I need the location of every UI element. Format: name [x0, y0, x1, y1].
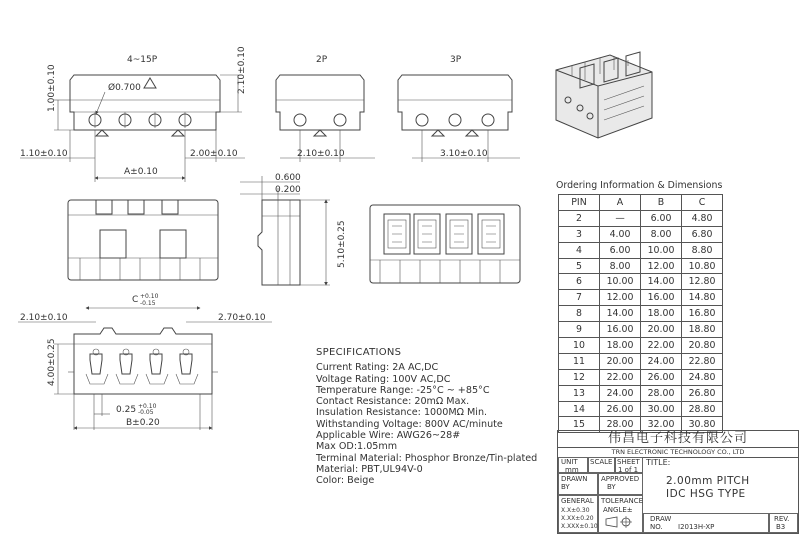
- spec-line: Material: PBT,UL94V-0: [316, 463, 423, 475]
- approved-by-label-2: BY: [607, 483, 616, 491]
- angle-label: ANGLE±: [603, 506, 633, 514]
- table-row: [559, 369, 723, 385]
- table-row: [559, 353, 723, 369]
- front-view-3p: [398, 55, 520, 162]
- contact-holes: [89, 112, 191, 128]
- table-cell: 10.00: [600, 274, 641, 290]
- isometric-view: [556, 52, 652, 138]
- dim-5-10: 5.10±0.25: [337, 220, 347, 268]
- title-line-1: 2.00mm PITCH: [666, 475, 750, 487]
- table-cell: 10: [559, 338, 600, 354]
- table-cell: 6.80: [682, 226, 723, 242]
- table-row: [559, 401, 723, 417]
- table-cell: 6.00: [641, 210, 682, 226]
- table-cell: 26.00: [641, 369, 682, 385]
- table-cell: 13: [559, 385, 600, 401]
- front-view-4-15p: [20, 46, 247, 182]
- table-cell: 18.80: [682, 322, 723, 338]
- table-cell: 16.00: [600, 322, 641, 338]
- ordering-title: Ordering Information & Dimensions: [556, 180, 723, 191]
- dim-1-10: 1.10±0.10: [20, 149, 68, 159]
- company-name-cn: 伟昌电子科技有限公司: [558, 431, 798, 448]
- dim-3p-width: 3.10±0.10: [440, 149, 488, 159]
- table-cell: 20.00: [600, 353, 641, 369]
- table-cell: 8.00: [600, 258, 641, 274]
- draw-number: I2013H-XP: [678, 523, 715, 531]
- table-cell: 26.00: [600, 401, 641, 417]
- specifications: [316, 347, 537, 487]
- table-cell: 12.00: [641, 258, 682, 274]
- header-a: A: [600, 195, 641, 211]
- table-row: [559, 306, 723, 322]
- table-cell: —: [600, 210, 641, 226]
- unit-value: mm: [565, 466, 579, 474]
- table-cell: 12.80: [682, 274, 723, 290]
- drawn-by-label: DRAWN BY: [561, 475, 588, 491]
- spec-line: Temperature Range: -25°C ~ +85°C: [316, 384, 490, 396]
- table-cell: 5: [559, 258, 600, 274]
- tolerance-label: TOLERANCE: [601, 497, 644, 505]
- terminal-profiles: [86, 349, 198, 384]
- table-cell: 8.80: [682, 242, 723, 258]
- front-view-2p: [276, 55, 375, 162]
- label-4-15p: 4~15P: [127, 55, 158, 65]
- dim-0-200: 0.200: [275, 185, 301, 195]
- table-header-row: [559, 195, 723, 211]
- unit-label: UNIT: [561, 458, 578, 466]
- table-cell: 2: [559, 210, 600, 226]
- table-cell: 4.80: [682, 210, 723, 226]
- table-cell: 12: [559, 369, 600, 385]
- dim-0-25-tol-down: -0.05: [138, 409, 154, 416]
- dim-2p-width: 2.10±0.10: [297, 149, 345, 159]
- dim-0-25-tol-up: +0.10: [138, 403, 157, 410]
- table-cell: 18.00: [641, 306, 682, 322]
- table-cell: 30.80: [682, 417, 723, 433]
- projection-symbol-icon: [605, 516, 633, 528]
- dim-2-10-vertical: 2.10±0.10: [237, 46, 247, 94]
- table-cell: 14: [559, 401, 600, 417]
- table-cell: 28.00: [600, 417, 641, 433]
- spec-line: Insulation Resistance: 1000MΩ Min.: [316, 407, 488, 419]
- general-label: GENERAL: [561, 497, 594, 505]
- specifications-heading: SPECIFICATIONS: [316, 347, 402, 358]
- ordering-table: [558, 194, 723, 433]
- contact-view: [370, 205, 520, 283]
- drawing-title: [666, 475, 750, 501]
- dim-0-25: 0.25: [116, 405, 137, 415]
- header-c: C: [682, 195, 723, 211]
- table-cell: 8: [559, 306, 600, 322]
- dim-b: B±0.20: [126, 418, 160, 428]
- spec-line: Current Rating: 2A AC,DC: [316, 362, 439, 374]
- spec-line: Withstanding Voltage: 800V AC/minute: [316, 418, 503, 430]
- spec-line: Applicable Wire: AWG26~28#: [316, 430, 461, 442]
- header-pin: PIN: [559, 195, 600, 211]
- table-cell: 20.00: [641, 322, 682, 338]
- table-row: [559, 258, 723, 274]
- table-row: [559, 322, 723, 338]
- table-cell: 14.80: [682, 290, 723, 306]
- dim-1-00: 1.00±0.10: [47, 64, 57, 112]
- table-cell: 15: [559, 417, 600, 433]
- label-2p: 2P: [316, 55, 328, 65]
- label-3p: 3P: [450, 55, 462, 65]
- dim-2-70: 2.70±0.10: [218, 313, 266, 323]
- table-cell: 32.00: [641, 417, 682, 433]
- dim-c-tol-up: +0.10: [140, 293, 159, 300]
- table-row: [559, 338, 723, 354]
- table-cell: 22.80: [682, 353, 723, 369]
- tolerance-1: X.X±0.30: [561, 507, 590, 514]
- sheet-label: SHEET: [617, 458, 640, 466]
- dim-a: A±0.10: [124, 167, 158, 177]
- spec-line: Contact Resistance: 20mΩ Max.: [316, 396, 470, 408]
- dim-2-10-bottom: 2.10±0.10: [20, 313, 68, 323]
- tolerance-2: X.XX±0.20: [561, 515, 594, 522]
- table-row: [559, 274, 723, 290]
- table-cell: 24.00: [641, 353, 682, 369]
- title-line-2: IDC HSG TYPE: [666, 488, 746, 500]
- table-cell: 10.00: [641, 242, 682, 258]
- table-cell: 6: [559, 274, 600, 290]
- table-row: [559, 385, 723, 401]
- table-cell: 28.00: [641, 385, 682, 401]
- table-cell: 22.00: [641, 338, 682, 354]
- table-row: [559, 242, 723, 258]
- dim-0-600: 0.600: [275, 173, 301, 183]
- table-cell: 20.80: [682, 338, 723, 354]
- spec-line: Voltage Rating: 100V AC,DC: [316, 373, 451, 385]
- bottom-view: [18, 293, 272, 430]
- spec-line: Color: Beige: [316, 475, 375, 487]
- rev-value: B3: [776, 523, 786, 531]
- hole-dim: Ø0.700: [108, 83, 141, 93]
- dim-c: C: [132, 295, 139, 305]
- table-cell: 8.00: [641, 226, 682, 242]
- tolerance-3: X.XXX±0.10: [561, 523, 598, 530]
- side-view: [240, 173, 347, 285]
- table-cell: 30.00: [641, 401, 682, 417]
- table-cell: 12.00: [600, 290, 641, 306]
- table-cell: 11: [559, 353, 600, 369]
- table-cell: 28.80: [682, 401, 723, 417]
- dim-2-00: 2.00±0.10: [190, 149, 238, 159]
- table-row: [559, 290, 723, 306]
- table-cell: 16.00: [641, 290, 682, 306]
- table-cell: 4.00: [600, 226, 641, 242]
- company-name-en: TRN ELECTRONIC TECHNOLOGY CO., LTD: [558, 448, 798, 458]
- dim-4-00: 4.00±0.25: [47, 338, 57, 386]
- title-block: [557, 430, 799, 534]
- rev-label: REV.: [774, 515, 790, 523]
- table-cell: 4: [559, 242, 600, 258]
- approved-by-label-1: APPROVED: [601, 475, 640, 483]
- scale-label: SCALE: [590, 458, 613, 466]
- title-label: TITLE:: [646, 458, 671, 467]
- table-row: [559, 210, 723, 226]
- dim-c-tol-down: -0.15: [140, 300, 156, 307]
- table-cell: 24.80: [682, 369, 723, 385]
- table-row: [559, 226, 723, 242]
- warning-triangle-icon: [144, 78, 156, 88]
- table-cell: 14.00: [641, 274, 682, 290]
- draw-no-label: DRAW: [650, 515, 672, 523]
- top-view: [68, 200, 218, 280]
- table-cell: 24.00: [600, 385, 641, 401]
- table-cell: 14.00: [600, 306, 641, 322]
- table-cell: 26.80: [682, 385, 723, 401]
- table-cell: 6.00: [600, 242, 641, 258]
- spec-line: Terminal Material: Phosphor Bronze/Tin-plated: [316, 452, 538, 464]
- table-cell: 16.80: [682, 306, 723, 322]
- table-cell: 22.00: [600, 369, 641, 385]
- header-b: B: [641, 195, 682, 211]
- table-cell: 7: [559, 290, 600, 306]
- table-cell: 10.80: [682, 258, 723, 274]
- table-cell: 9: [559, 322, 600, 338]
- spec-line: Max OD:1.05mm: [316, 441, 398, 453]
- draw-no-label-2: NO.: [650, 523, 663, 531]
- sheet-value: 1 of 1: [618, 466, 639, 474]
- table-cell: 18.00: [600, 338, 641, 354]
- table-cell: 3: [559, 226, 600, 242]
